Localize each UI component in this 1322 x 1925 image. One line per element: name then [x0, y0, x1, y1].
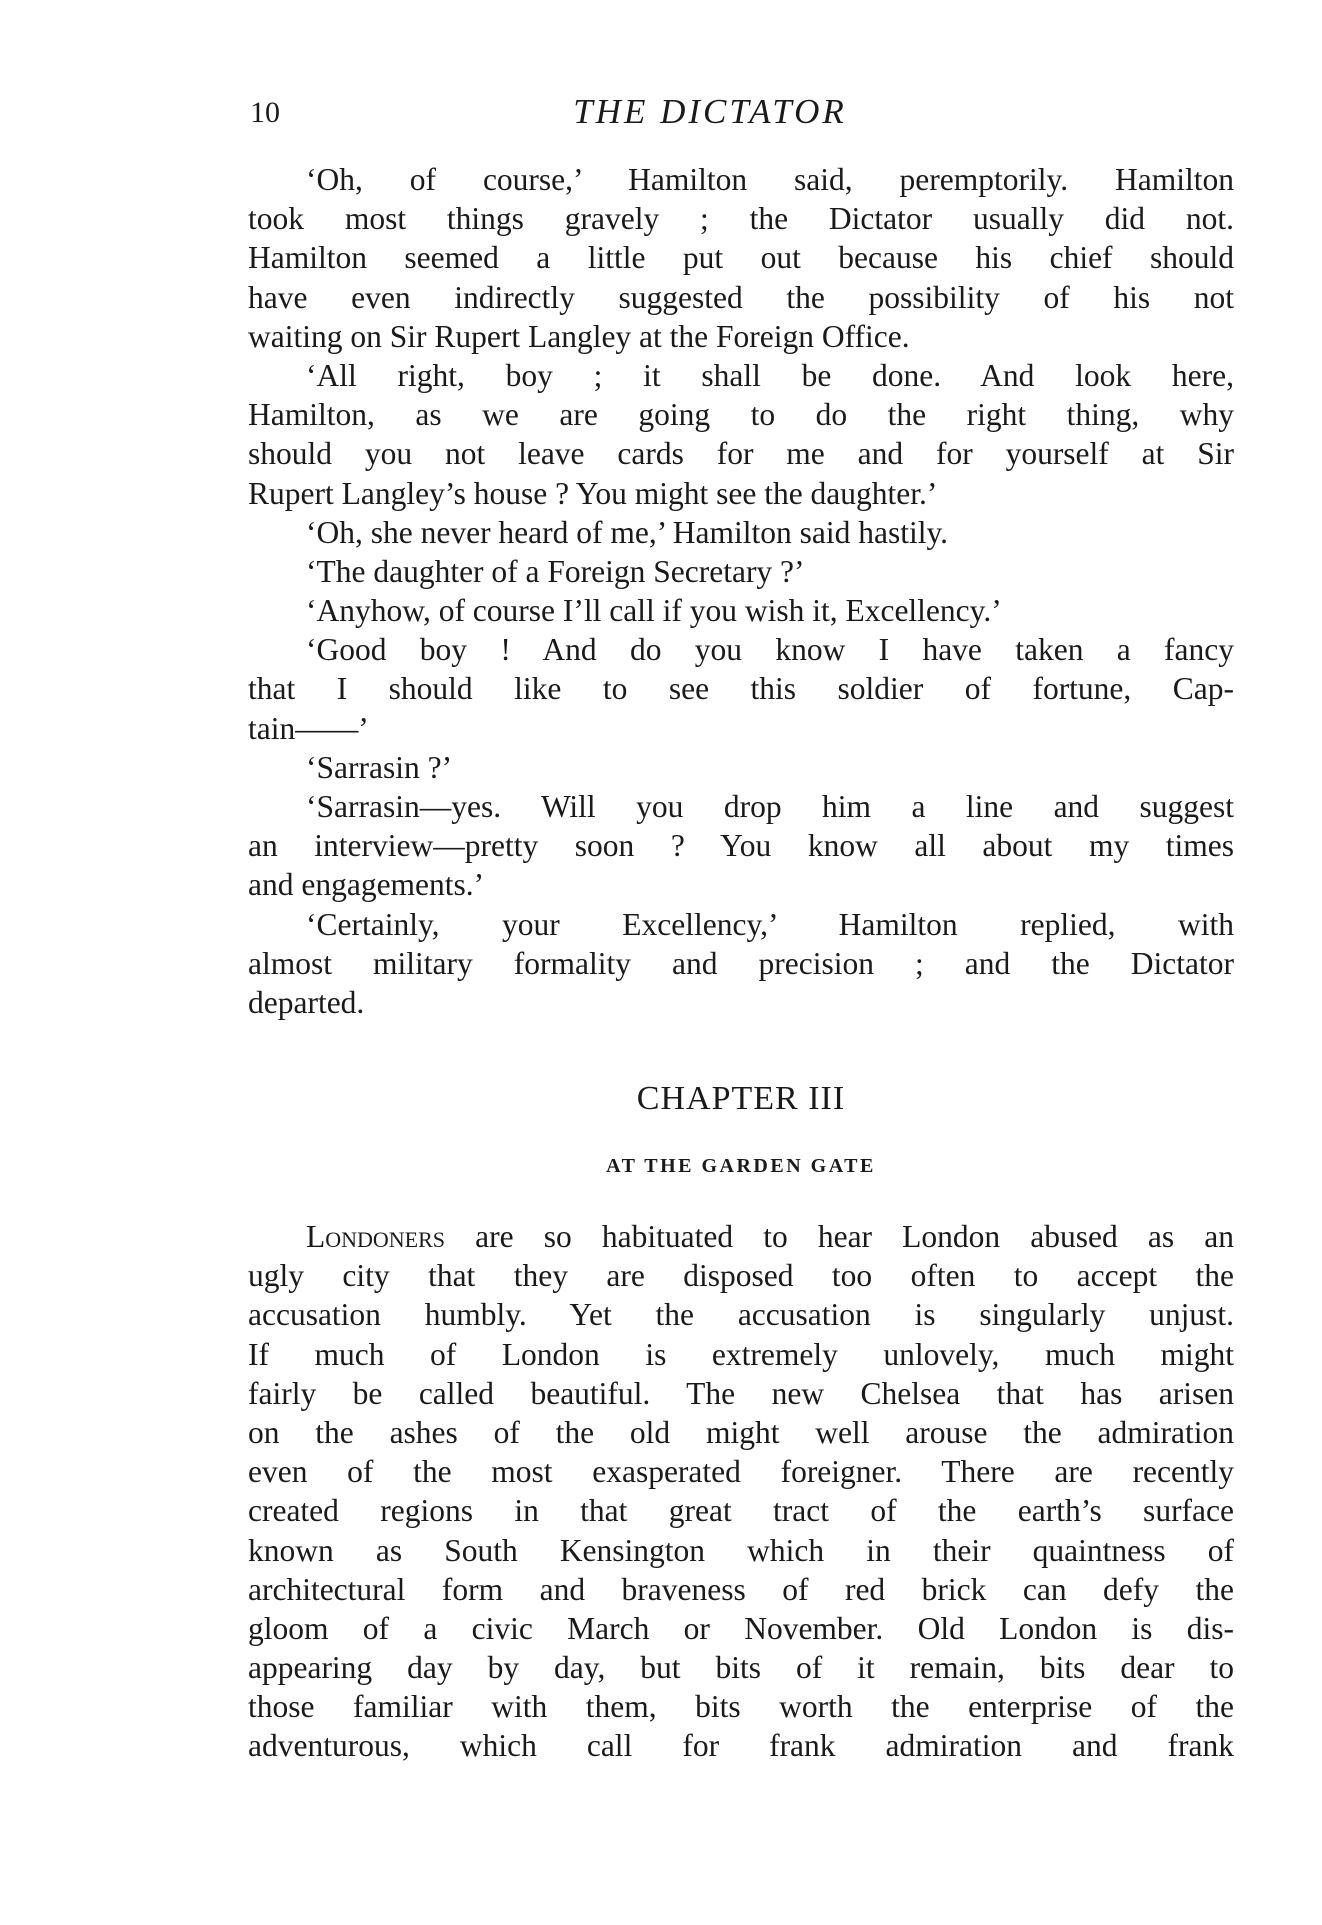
text-line: ‘Certainly, your Excellency,’ Hamilton replied, with [306, 906, 1234, 942]
text-line: ‘Oh, of course,’ Hamilton said, peremptorily. Hamilton [306, 162, 1234, 197]
text-line: that I should like to see this soldier of fortune, Cap- [248, 671, 1234, 707]
text-line: even of the most exasperated foreigner. There are recently [248, 1454, 1234, 1490]
text-line: known as South Kensington which in their quaintness of [248, 1532, 1234, 1568]
chapter-subtitle: AT THE GARDEN GATE [606, 1155, 876, 1177]
text-line: those familiar with them, bits worth the enterprise of the [248, 1689, 1234, 1725]
text-line: tain——’ [248, 710, 369, 746]
text-line: have even indirectly suggested the possibility of his not [248, 279, 1234, 315]
text-line: ugly city that they are disposed too often to accept the [248, 1258, 1234, 1294]
text-line: an interview—pretty soon ? You know all about my times [248, 828, 1234, 864]
text-line: ‘The daughter of a Foreign Secretary ?’ [306, 553, 805, 589]
text-line: departed. [248, 984, 365, 1020]
lead-word: Londoners [306, 1219, 446, 1254]
text-line: waiting on Sir Rupert Langley at the Foreign Office. [248, 318, 910, 354]
line-rest: are so habituated to hear London abused as an [445, 1219, 1234, 1254]
text-line: ‘Sarrasin—yes. Will you drop him a line and suggest [306, 789, 1234, 824]
text-line: Hamilton seemed a little put out because his chief should [248, 240, 1234, 276]
chapter-opening-paragraph [248, 1217, 1234, 1766]
text-line: almost military formality and precision ; and the Dictator [248, 945, 1234, 981]
page-number: 10 [250, 96, 280, 129]
text-line: took most things gravely ; the Dictator usually did not. [248, 201, 1234, 237]
text-line: appearing day by day, but bits of it remain, bits dear to [248, 1650, 1234, 1686]
text-line: ‘Oh, she never heard of me,’ Hamilton said hastily. [306, 514, 949, 550]
text-line: on the ashes of the old might well arouse the admiration [248, 1414, 1234, 1450]
text-line [248, 1217, 1234, 1256]
text-line: ‘Sarrasin ?’ [306, 749, 453, 785]
text-line: Rupert Langley’s house ? You might see the daughter.’ [248, 475, 938, 511]
text-line: should you not leave cards for me and for yourself at Sir [248, 436, 1234, 472]
text-line: and engagements.’ [248, 867, 485, 903]
text-line: adventurous, which call for frank admiration and frank [248, 1728, 1234, 1764]
text-line: gloom of a civic March or November. Old London is dis- [248, 1610, 1234, 1646]
text-line: Hamilton, as we are going to do the right thing, why [248, 397, 1234, 433]
running-title: THE DICTATOR [573, 92, 847, 131]
text-line: If much of London is extremely unlovely, much might [248, 1336, 1234, 1372]
dialogue-section [248, 160, 1234, 1022]
chapter-title: CHAPTER III [636, 1080, 846, 1117]
text-line: created regions in that great tract of the earth’s surface [248, 1493, 1234, 1529]
text-line: ‘Anyhow, of course I’ll call if you wish it, Excellency.’ [306, 593, 1002, 629]
text-line: ‘Good boy ! And do you know I have taken a fancy [306, 632, 1234, 668]
text-line: ‘All right, boy ; it shall be done. And look here, [306, 357, 1234, 393]
text-line: architectural form and braveness of red brick can defy the [248, 1571, 1234, 1607]
text-line: accusation humbly. Yet the accusation is singularly unjust. [248, 1297, 1234, 1333]
text-line: fairly be called beautiful. The new Chelsea that has arisen [248, 1375, 1234, 1411]
